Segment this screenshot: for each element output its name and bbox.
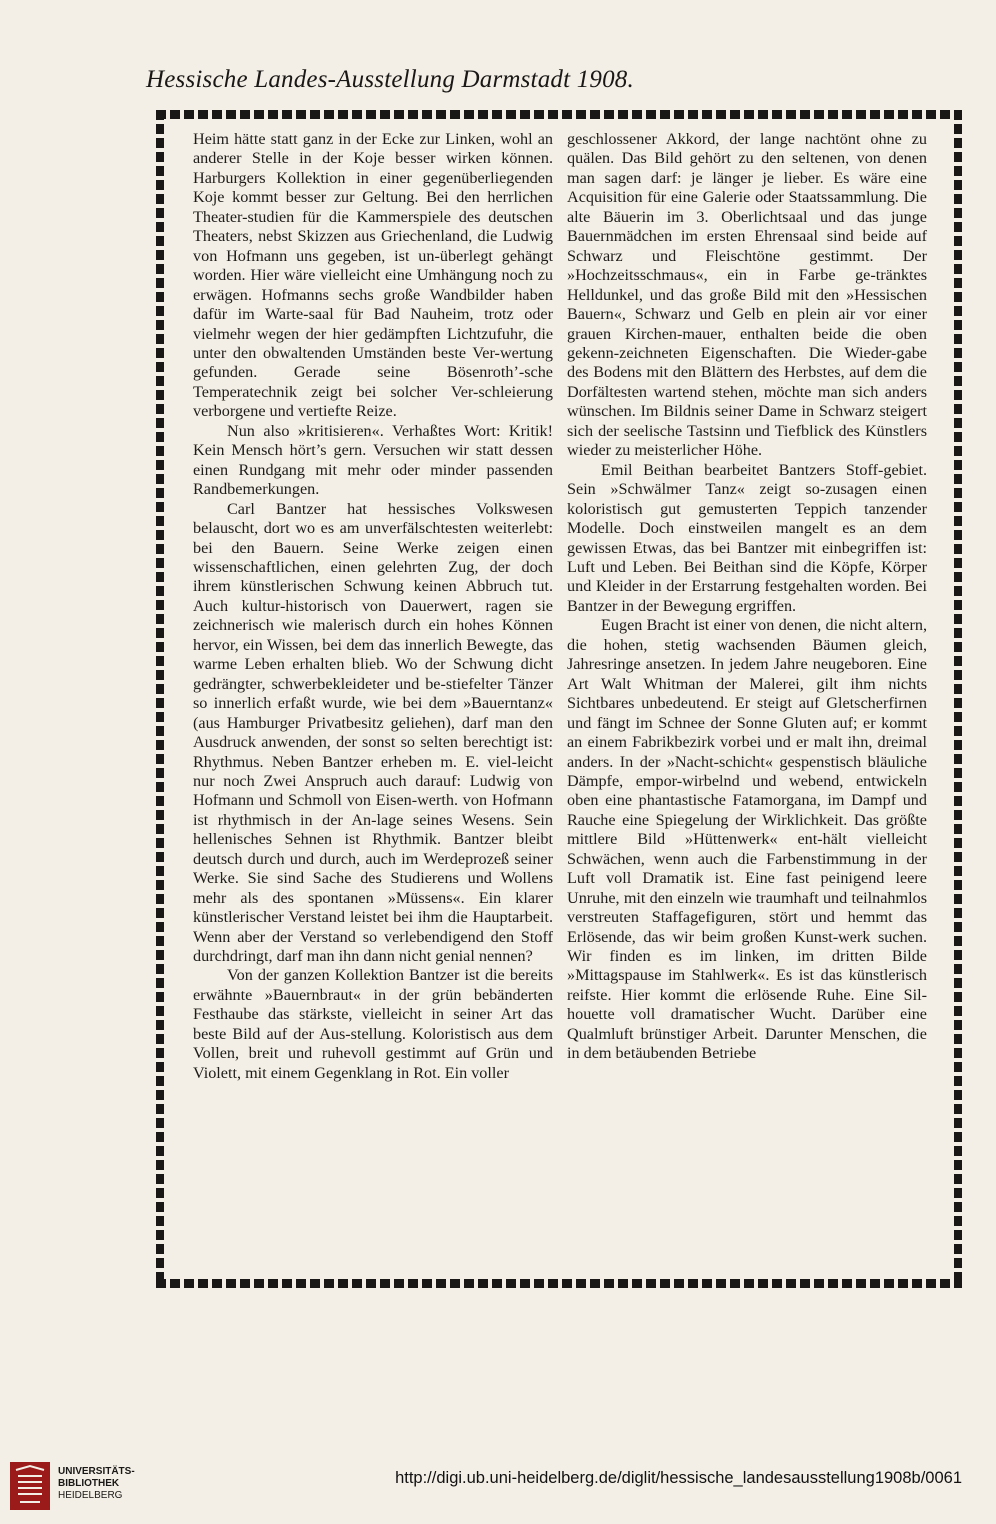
paragraph: geschlossener Akkord, der lange nachtönt ohne zu quälen. Das Bild gehört zu den seltenen, von denen man sagen darf: je länger je lieber. Es wäre eine Acquisition für eine Galerie oder Staatssammlung. Die alte Bäuerin im 3. Oberlichtsaal und das junge Bauernmädchen im ersten Ehrensaal sind beide auf Schwarz und Fleischtöne gestimmt. Der »Hochzeitsschmaus«, ein in Farbe ge-tränktes Helldunkel, und das große Bild mit den »Hessischen Bauern«, Schwarz und Gelb en plein air vor einer grauen Kirchen-mauer, enthalten beide die oben gekenn-zeichneten Eigenschaften. Die Wieder-gabe des Bodens mit den Blättern des Herbstes, auf dem die Dorfältesten wartend stehen, möchte man sich anders wünschen. Im Bildnis seiner Dame in Schwarz steigert sich der seelische Tastsinn und Tiefblick des Künstlers wieder zu meisterlicher Höhe. bbox=[567, 130, 927, 460]
border-right bbox=[954, 110, 962, 1288]
text-column-right bbox=[567, 130, 927, 1064]
page-title: Hessische Landes-Ausstellung Darmstadt 1908. bbox=[146, 66, 634, 93]
text-column-left bbox=[193, 130, 553, 1083]
paragraph: Emil Beithan bearbeitet Bantzers Stoff-gebiet. Sein »Schwälmer Tanz« zeigt so-zusagen einen koloristisch gut gemusterten Teppich tanzender Modelle. Doch einstweilen mangelt es an dem gewissen Etwas, das bei Bantzer mit einbegriffen ist: Luft und Leben. Bei Beithan sind die Köpfe, Körper und Kleider in der Erstarrung festgehalten worden. Bei Bantzer in der Bewegung ergriffen. bbox=[567, 460, 927, 615]
paragraph: Heim hätte statt ganz in der Ecke zur Linken, wohl an anderer Stelle in der Koje besser wirken können. Harburgers Kollektion in einer gegenüberliegenden Koje kommt besser zur Geltung. Bei den herrlichen Theater-studien für die Kammerspiele des deutschen Theaters, nebst Skizzen aus Griechenland, die Ludwig von Hofmann uns gegeben, ist un-überlegt gehängt worden. Hier wäre vielleicht eine Umhängung noch zu erwägen. Hofmanns sechs große Wandbilder haben dafür im Warte-saal für Bad Nauheim, trotz oder vielmehr wegen der hier gedämpften Lichtzufuhr, die unter den obwaltenden Umständen beste Ver-wertung gefunden. Gerade seine Bösenroth’-sche Temperatechnik zeigt bei solcher Ver-schleierung verborgene und vertiefte Reize. bbox=[193, 130, 553, 421]
border-bottom bbox=[156, 1279, 962, 1288]
paragraph: Nun also »kritisieren«. Verhaßtes Wort: Kritik! Kein Mensch hört’s gern. Versuchen wir statt dessen einen Rundgang mit mehr oder minder passenden Randbemerkungen. bbox=[193, 421, 553, 499]
border-top bbox=[156, 110, 962, 119]
paragraph: Von der ganzen Kollektion Bantzer ist die bereits erwähnte »Bauernbraut« in der grün bebänderten Festhaube das stärkste, vielleicht in seiner Art das beste Bild auf der Aus-stellung. Koloristisch aus dem Vollen, breit und ruhevoll gestimmt auf Grün und Violett, mit einem Gegenklang in Rot. Ein voller bbox=[193, 966, 553, 1082]
library-line: BIBLIOTHEK bbox=[58, 1478, 120, 1489]
library-line: HEIDELBERG bbox=[58, 1490, 123, 1501]
source-url-link[interactable]: http://digi.ub.uni-heidelberg.de/diglit/hessische_landesausstellung1908b/0061 bbox=[395, 1469, 962, 1487]
library-logo[interactable] bbox=[10, 1462, 150, 1514]
border-left bbox=[156, 110, 164, 1288]
paragraph: Carl Bantzer hat hessisches Volkswesen belauscht, dort wo es am unverfälschtesten weiterlebt: bei den Bauern. Seine Werke zeigen einen wissenschaftlichen, einen gelehrten Zug, der doch ihrem künstlerischen Schwung keinen Abbruch tut. Auch kultur-historisch von Dauerwert, ragen sie zeichnerisch wie malerisch durch ein hohes Können hervor, ein Wissen, bei dem das innerlich Bewegte, das warme Leben erhalten blieb. Wo der Schwung dicht gedrängter, schwerbekleideter und be-stiefelter Tänzer so innerlich erfaßt wurde, wie bei dem »Bauerntanz« (aus Hamburger Privatbesitz geliehen), darf man den Ausdruck anwenden, der sonst so selten berechtigt ist: Rhythmus. Neben Bantzer erheben m. E. viel-leicht nur noch Zwei Anspruch auch darauf: Ludwig von Hofmann und Schmoll von Eisen-werth. von Hofmann ist rhythmisch in der An-lage seines Wesens. Sein hellenisches Sehnen ist Rhythmik. Bantzer bleibt deutsch durch und durch, auch im Werdeprozeß seiner Werke. Sie sind Sache des Studierens und Wollens mehr als des spontanen »Müssens«. Ein klarer künstlerischer Verstand leistet bei ihm die Hauptarbeit. Wenn aber der Verstand so verlebendigend den Stoff durchdringt, darf man ihn dann nicht genial nennen? bbox=[193, 499, 553, 966]
library-line: UNIVERSITÄTS- bbox=[58, 1466, 135, 1477]
paragraph: Eugen Bracht ist einer von denen, die nicht altern, die hohen, stetig wachsenden Bäumen gleich, Jahresringe ansetzen. In jedem Jahre neugeboren. Eine Art Walt Whitman der Malerei, gilt ihm nichts Sichtbares unbedeutend. Er steigt auf Gletscherfirnen und fängt im Schnee der Sonne Gluten auf; er kommt an einem Fabrikbezirk vorbei und er malt ihn, dreimal anders. In der »Nacht-schicht« gespenstisch bläuliche Dämpfe, empor-wirbelnd und webend, entwickeln oben eine phantastische Fatamorgana, im Dampf und Rauche eine Spiegelung der Wirklichkeit. Das größte mittlere Bild »Hüttenwerk« ent-hält vielleicht Schwächen, wenn auch die Farbenstimmung in der Luft voll Dramatik ist. Eine fast peinigend leere Unruhe, mit den einzeln wie traumhaft und teilnahmlos verstreuten Staffagefiguren, stört und hemmt das Erlösende, das wir beim großen Kunst-werk suchen. Wir finden es im linken, im dritten Bilde »Mittagspause im Stahlwerk«. Es ist das künstlerisch reifste. Hier kommt die erlösende Ruhe. Eine Sil-houette voll dramatischer Wucht. Darüber eine Qualmluft brünstiger Arbeit. Darunter Menschen, die in dem betäubenden Betriebe bbox=[567, 616, 927, 1063]
library-logo-icon bbox=[10, 1462, 50, 1510]
library-name bbox=[58, 1466, 178, 1502]
